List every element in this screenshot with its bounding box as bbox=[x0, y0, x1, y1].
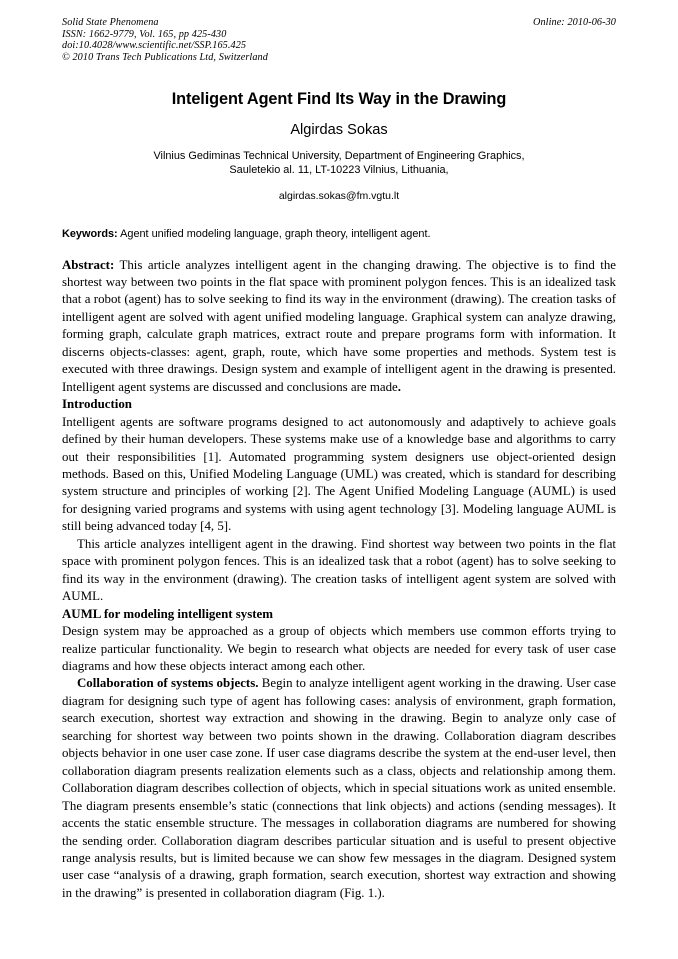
author-email: algirdas.sokas@fm.vgtu.lt bbox=[278, 189, 400, 202]
online-date: Online: 2010-06-30 bbox=[532, 17, 616, 28]
collaboration-runin-heading: Collaboration of systems objects. bbox=[77, 676, 259, 691]
section-heading-introduction: Introduction bbox=[62, 397, 132, 412]
affiliation bbox=[62, 150, 616, 177]
abstract-paragraph bbox=[62, 257, 616, 397]
section-heading-auml: AUML for modeling intelligent system bbox=[62, 606, 274, 621]
abstract-block bbox=[62, 257, 616, 397]
doi-line: doi:10.4028/www.scientific.net/SSP.165.425 bbox=[62, 40, 247, 52]
paper-page bbox=[62, 0, 616, 959]
introduction-paragraph-1: Intelligent agents are software programs designed to act autonomously and adaptively to achieve goals defined by their human developers. These systems make use of a knowledge base and algorithms to carry out their responsibilities [1]. Automated programming system designers use object-oriented design methods. Based on this, Unified Modeling Language (UML) was created, which is standard for describing system structure and principles of working [2]. The Agent Unified Modeling Language (AUML) is used for designing varied programs and systems with using agent technology [3]. Modeling language AUML is still being advanced today [4, 5]. bbox=[62, 414, 616, 534]
abstract-text: This article analyzes intelligent agent in the changing drawing. The objective is to find the shortest way between two points in the flat space with prominent polygon fences. This is an idealized task that a robot (agent) has to solve seeking to find its way in the environment (drawing). The creation tasks of intelligent agent are solved with agent unified modeling language. Graphical system can analyze drawing, forming graph, calculate graph matrices, extract route and prepare programs form with information. It discerns objects-classes: agent, graph, route, which have some properties and methods. System test is executed with three drawings. Design system and example of intelligent agent in the drawing is presented. Intelligent agent systems are discussed and conclusions are made bbox=[62, 257, 616, 394]
keywords-line bbox=[62, 227, 616, 241]
auml-paragraph-1: Design system may be approached as a group of objects which members use common efforts trying to realize particular functionality. We begin to research what objects are needed for every task of user case diagrams and how these objects interact among each other. bbox=[62, 624, 616, 673]
collaboration-text: Begin to analyze intelligent agent working in the drawing. User case diagram for designing such type of agent has following cases: analysis of environment, graph formation, search execution, shortest way extraction and showing in the drawing. Begin to analyze only case of searching for shortest way between two points shown in the drawing. Collaboration diagram describes objects behavior in one user case zone. If user case diagrams describe the system at the end-user level, then collaboration diagram presents realization elements such as a class, objects and relationship among them. Collaboration diagram describes collection of objects, which in special situations work as united ensemble. The diagram presents ensemble’s static (connections that link objects) and actions (sending messages). It accents the static ensemble structure. The messages in collaboration diagrams are numbered for showing the sending order. Collaboration diagram describes particular situation and is useful to present objective range analysis results, but is limited because we can show few messages in the diagram. Designed system user case “analysis of a drawing, graph formation, search execution, shortest way extraction and showing in the drawing” is presented in collaboration diagram (Fig. 1.). bbox=[62, 676, 616, 900]
journal-name: Solid State Phenomena bbox=[62, 17, 159, 28]
affiliation-line-2: Sauletekio al. 11, LT-10223 Vilnius, Lithuania, bbox=[229, 163, 449, 176]
page-title: Inteligent Agent Find Its Way in the Drawing bbox=[171, 90, 507, 109]
abstract-trailing-period: . bbox=[397, 379, 402, 394]
author-name: Algirdas Sokas bbox=[290, 122, 388, 139]
title-block bbox=[62, 89, 616, 202]
journal-header bbox=[62, 0, 616, 63]
abstract-label: Abstract: bbox=[62, 257, 115, 272]
issn-line: ISSN: 1662-9779, Vol. 165, pp 425-430 bbox=[62, 28, 227, 40]
auml-paragraph-collaboration bbox=[62, 675, 616, 902]
introduction-paragraph-2: This article analyzes intelligent agent in the drawing. Find shortest way between two points in the flat space with prominent polygon fences. This is an idealized task that a robot (agent) has to solve seeking to find its way in the environment (drawing). The creation tasks of intelligent agent system are solved with AUML. bbox=[62, 536, 616, 604]
keywords-label: Keywords: bbox=[62, 227, 118, 240]
copyright-line: © 2010 Trans Tech Publications Ltd, Switzerland bbox=[62, 51, 268, 63]
keywords-text: Agent unified modeling language, graph theory, intelligent agent. bbox=[120, 227, 431, 240]
affiliation-line-1: Vilnius Gediminas Technical University, Department of Engineering Graphics, bbox=[153, 150, 525, 163]
